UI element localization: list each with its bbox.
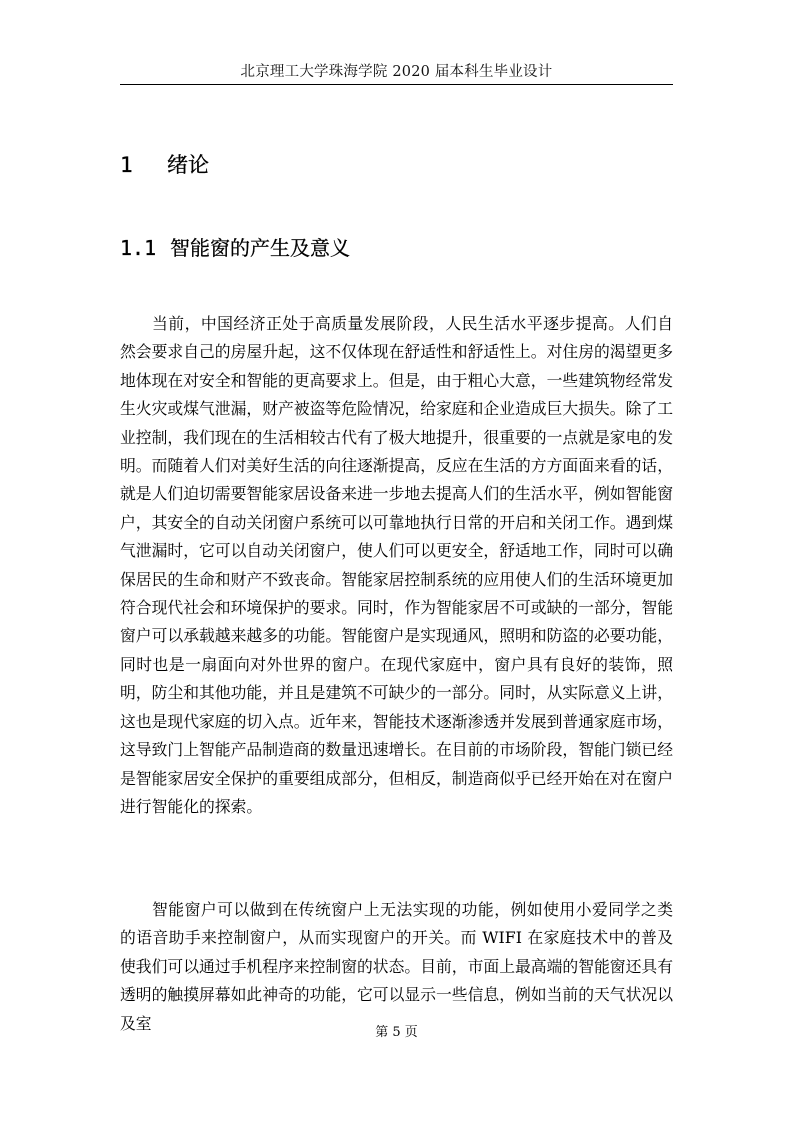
- chapter-title: 绪论: [167, 153, 209, 177]
- page-number: 第 5 页: [375, 1025, 418, 1040]
- section-number: 1.1: [120, 236, 157, 260]
- section-heading: [120, 233, 350, 263]
- header-divider: [120, 84, 673, 85]
- running-header: 北京理工大学珠海学院 2020 届本科生毕业设计: [240, 64, 553, 80]
- body-paragraph-1: 当前，中国经济正处于高质量发展阶段，人民生活水平逐步提高。人们自然会要求自己的房屋升起，这不仅体现在舒适性和舒适性上。对住房的渴望更多地体现在对安全和智能的更高要求上。但是，由于粗心大意，一些建筑物经常发生火灾或煤气泄漏，财产被盗等危险情况，给家庭和企业造成巨大损失。除了工业控制，我们现在的生活相较古代有了极大地提升，很重要的一点就是家电的发明。而随着人们对美好生活的向往逐渐提高，反应在生活的方方面面来看的话，就是人们迫切需要智能家居设备来进一步地去提高人们的生活水平，例如智能窗户，其安全的自动关闭窗户系统可以可靠地执行日常的开启和关闭工作。遇到煤气泄漏时，它可以自动关闭窗户，使人们可以更安全，舒适地工作，同时可以确保居民的生命和财产不致丧命。智能家居控制系统的应用使人们的生活环境更加符合现代社会和环境保护的要求。同时，作为智能家居不可或缺的一部分，智能窗户可以承载越来越多的功能。智能窗户是实现通风，照明和防盗的必要功能，同时也是一扇面向对外世界的窗户。在现代家庭中，窗户具有良好的装饰，照明，防尘和其他功能，并且是建筑不可缺少的一部分。同时，从实际意义上讲，这也是现代家庭的切入点。近年来，智能技术逐渐渗透并发展到普通家庭市场，这导致门上智能产品制造商的数量迅速增长。在目前的市场阶段，智能门锁已经是智能家居安全保护的重要组成部分，但相反，制造商似乎已经开始在对在窗户进行智能化的探索。: [120, 314, 673, 816]
- body-paragraph-2: 智能窗户可以做到在传统窗户上无法实现的功能，例如使用小爱同学之类的语音助手来控制窗户，从而实现窗户的开关。而 WIFI 在家庭技术中的普及使我们可以通过手机程序来控制窗的状态。目前，市面上最高端的智能窗还具有透明的触摸屏幕如此神奇的功能，它可以显示一些信息，例如当前的天气状况以及室: [120, 900, 673, 1033]
- section-title: 智能窗的产生及意义: [170, 236, 350, 260]
- chapter-heading: [120, 150, 209, 180]
- chapter-number: 1: [120, 153, 133, 177]
